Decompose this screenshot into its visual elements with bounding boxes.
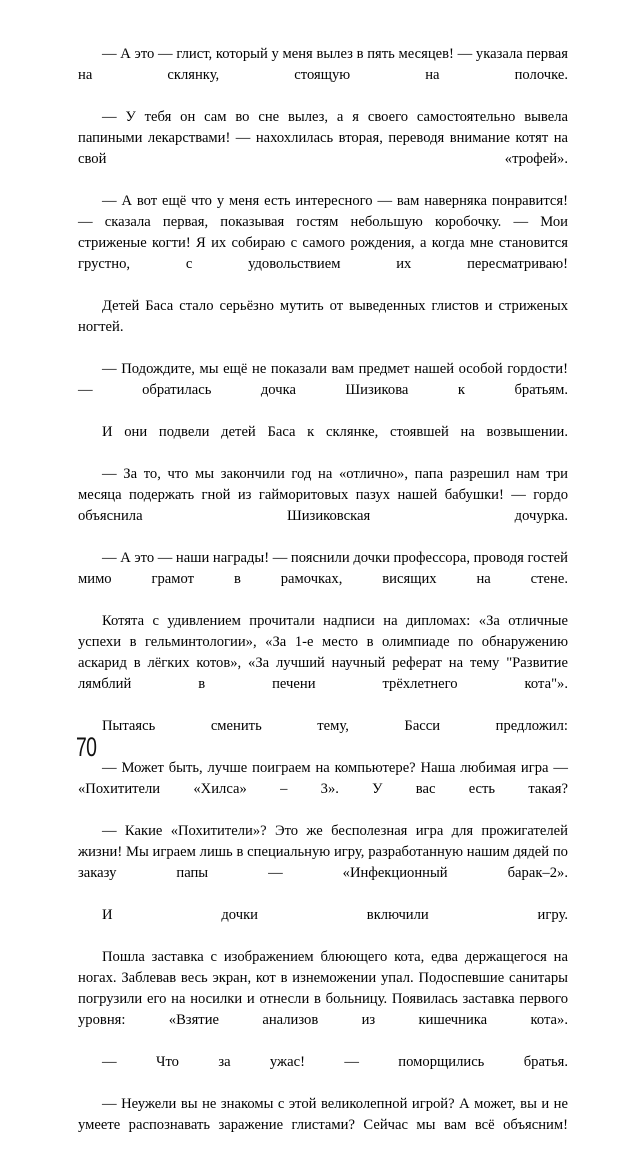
body-paragraph: — За то, что мы закончили год на «отлично», папа разрешил нам три месяца подержать гной из гайморитовых пазух нашей бабушки! — гордо объяснила Шизиковская дочурка. [78,466,568,524]
body-paragraph: — У тебя он сам во сне вылез, а я своего самостоятельно вывела папиными лекарствами! — нахохлилась вторая, переводя внимание котят на свой «трофей». [78,109,568,167]
body-paragraph: — Неужели вы не знакомы с этой великолепной игрой? А может, вы и не умеете распознавать заражение глистами? Сейчас мы вам всё объясним! [78,1096,568,1133]
body-paragraph: — Что за ужас! — поморщились братья. [102,1054,568,1070]
body-paragraph: И они подвели детей Баса к склянке, стоявшей на возвышении. [102,424,568,440]
body-paragraph: Пошла заставка с изображением блюющего кота, едва держащегося на ногах. Заблевав весь экран, кот в изнеможении упал. Подоспевшие санитары погрузили его на носилки и отнесли в больницу. Появилась заставка первого уровня: «Взятие анализов из кишечника кота». [78,949,568,1028]
body-paragraph: — Может быть, лучше поиграем на компьютере? Наша любимая игра — «Похитители «Хилса» – 3». У вас есть такая? [78,760,568,797]
body-paragraph: Пытаясь сменить тему, Басси предложил: [102,718,568,734]
body-paragraph: — А это — наши награды! — пояснили дочки профессора, проводя гостей мимо грамот в рамочках, висящих на стене. [78,550,568,587]
body-paragraph: Детей Баса стало серьёзно мутить от выведенных глистов и стриженых ногтей. [78,298,568,335]
page-number: 70 [76,732,97,762]
body-paragraph: — А вот ещё что у меня есть интересного — вам наверняка понравится! — сказала первая, показывая гостям небольшую коробочку. — Мои стриженые когти! Я их собираю с самого рождения, а когда мне становится грустно, с удовольствием их пересматриваю! [78,193,568,272]
page-text-column [78,44,568,1157]
body-paragraph: Котята с удивлением прочитали надписи на дипломах: «За отличные успехи в гельминтологии», «За 1-е место в олимпиаде по обнаружению аскарид в лёгких котов», «За лучший научный реферат на тему "Развитие лямблий в печени трёхлетнего кота"». [78,613,568,692]
body-paragraph: — А это — глист, который у меня вылез в пять месяцев! — указала первая на склянку, стоящую на полочке. [78,46,568,83]
body-paragraph: И дочки включили игру. [102,907,568,923]
body-paragraph: — Подождите, мы ещё не показали вам предмет нашей особой гордости! — обратилась дочка Шизикова к братьям. [78,361,568,398]
body-paragraph: — Какие «Похитители»? Это же бесполезная игра для прожигателей жизни! Мы играем лишь в специальную игру, разработанную нашим дядей по заказу папы — «Инфекционный барак–2». [78,823,568,881]
